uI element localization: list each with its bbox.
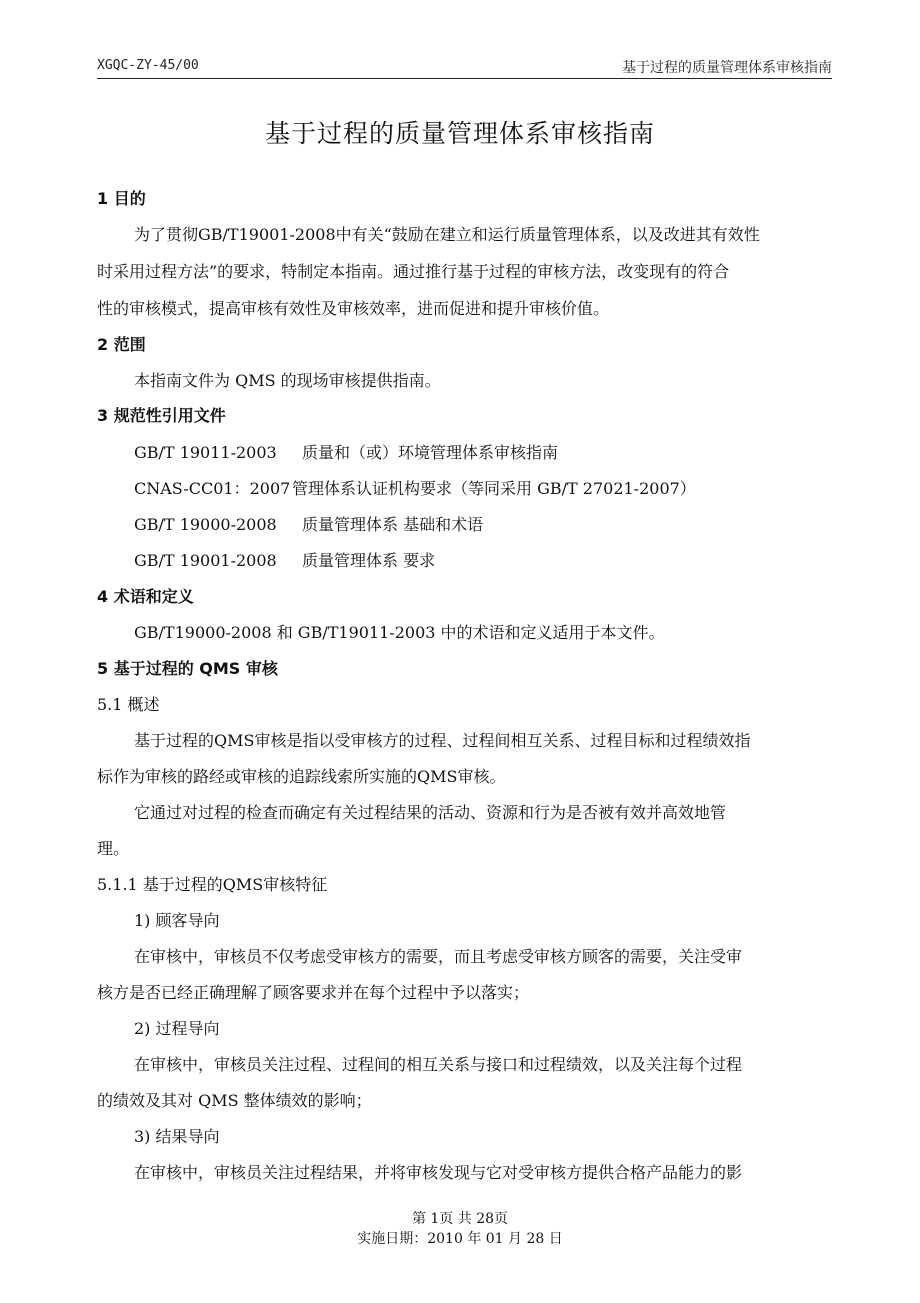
reference-title: 质量和（或）环境管理体系审核指南 [302,443,559,462]
reference-item [134,476,696,499]
paragraph-text: 的绩效及其对 QMS 整体绩效的影响； [97,1091,372,1110]
reference-code: GB/T 19011-2003 [134,443,277,462]
header-title: 基于过程的质量管理体系审核指南 [622,60,832,76]
subsection-5-1-heading: 5.1 概述 [97,695,160,714]
list-item-heading: 3) 结果导向 [134,1127,220,1146]
reference-title: 质量管理体系 基础和术语 [302,515,484,534]
section-1-heading: 1 目的 [97,189,146,208]
section-1-text: 性的审核模式，提高审核有效性及审核效率，进而促进和提升审核价值。 [97,299,610,318]
reference-title: 质量管理体系 要求 [302,551,436,570]
reference-item [134,440,558,463]
reference-code: GB/T 19001-2008 [134,551,277,570]
page-number: 第 1页 共 28页 [411,1211,509,1227]
section-1-text: 为了贯彻GB/T19001-2008中有关“鼓励在建立和运行质量管理体系，以及改进其有效性 [134,225,760,244]
list-item-heading: 1) 顾客导向 [134,911,220,930]
reference-code: CNAS-CC01：2007 [134,479,291,498]
reference-item [134,548,435,571]
reference-code: GB/T 19000-2008 [134,515,277,534]
section-1-text: 时采用过程方法”的要求，特制定本指南。通过推行基于过程的审核方法，改变现有的符合 [97,262,730,281]
paragraph-text: 它通过对过程的检查而确定有关过程结果的活动、资源和行为是否被有效并高效地管 [134,803,727,822]
paragraph-text: 标作为审核的路经或审核的追踪线索所实施的QMS审核。 [97,767,506,786]
section-2-heading: 2 范围 [97,335,146,354]
section-3-heading: 3 规范性引用文件 [97,406,226,425]
paragraph-text: 在审核中，审核员不仅考虑受审核方的需要，而且考虑受审核方顾客的需要，关注受审 [134,947,743,966]
section-2-text: 本指南文件为 QMS 的现场审核提供指南。 [134,371,441,390]
paragraph-text: 基于过程的QMS审核是指以受审核方的过程、过程间相互关系、过程目标和过程绩效指 [134,731,751,750]
section-4-heading: 4 术语和定义 [97,587,194,606]
page-header [97,56,832,79]
paragraph-text: 理。 [97,839,130,858]
effective-date: 实施日期：2010 年 01 月 28 日 [357,1231,563,1247]
document-code: XGQC-ZY-45/00 [97,58,199,73]
section-4-text: GB/T19000-2008 和 GB/T19011-2003 中的术语和定义适用于本文件。 [134,623,665,642]
paragraph-text: 在审核中，审核员关注过程、过程间的相互关系与接口和过程绩效，以及关注每个过程 [134,1055,743,1074]
list-item-heading: 2) 过程导向 [134,1019,220,1038]
subsection-5-1-1-heading: 5.1.1 基于过程的QMS审核特征 [97,875,328,894]
reference-title: 管理体系认证机构要求（等同采用 GB/T 27021-2007） [292,479,696,498]
reference-item [134,512,483,535]
paragraph-text: 在审核中，审核员关注过程结果，并将审核发现与它对受审核方提供合格产品能力的影 [134,1163,743,1182]
section-5-heading: 5 基于过程的 QMS 审核 [97,659,278,678]
page-title: 基于过程的质量管理体系审核指南 [264,119,655,148]
paragraph-text: 核方是否已经正确理解了顾客要求并在每个过程中予以落实； [97,983,530,1002]
